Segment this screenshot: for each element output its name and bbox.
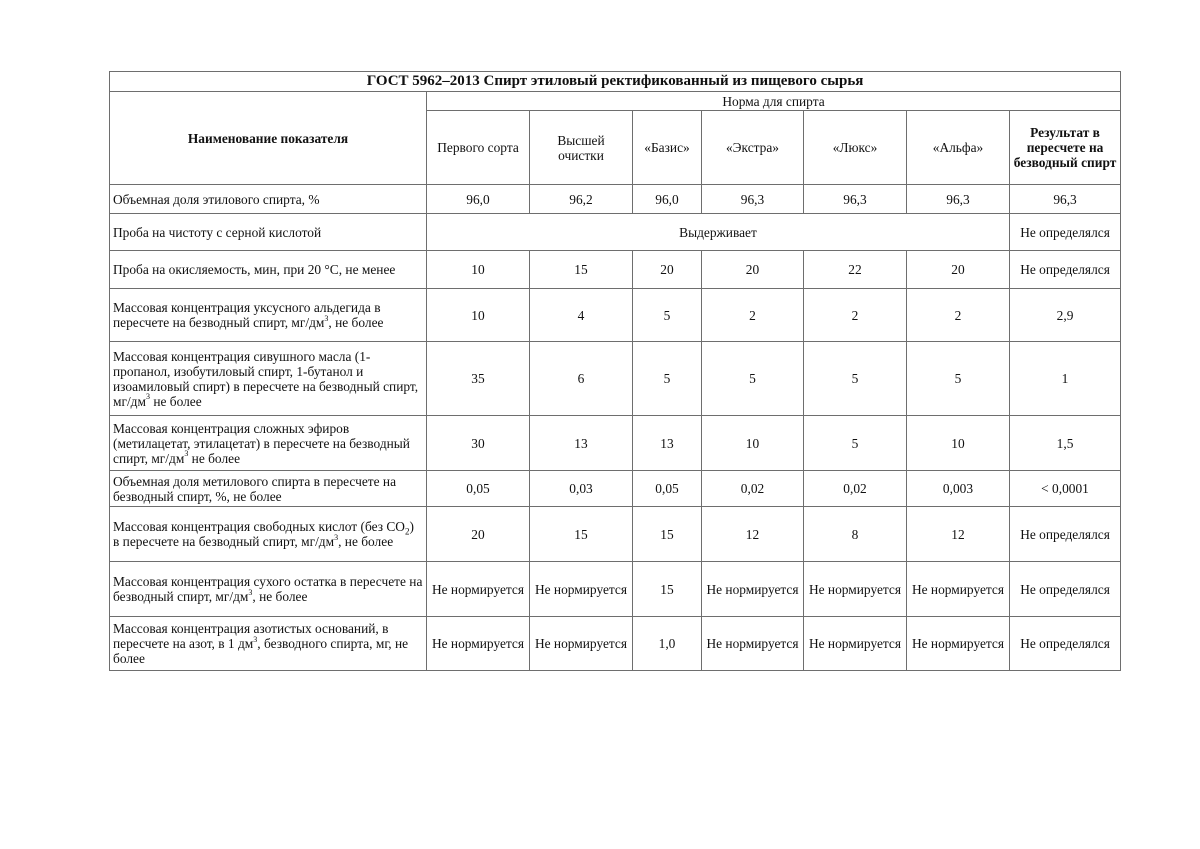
table-row [110,214,1121,251]
value-cell: 10 [907,416,1010,471]
param-text: Массовая концентрация азотистых оснований, в пересчете на азот, в 1 дм [113,621,389,651]
table-row [110,562,1121,617]
param-name: Проба на окисляемость, мин, при 20 °С, не менее [110,251,427,289]
value-cell: 15 [530,507,633,562]
param-text: , безводного спирта, мг, не более [113,636,409,666]
value-cell: 96,0 [633,185,702,214]
value-cell: 5 [633,342,702,416]
gost-spec-table [109,71,1121,671]
col-header-result: Результат в пересчете на безводный спирт [1010,111,1121,185]
value-cell: 10 [427,289,530,342]
value-cell: 15 [633,507,702,562]
value-cell: 2 [702,289,804,342]
param-superscript: 3 [145,392,150,402]
table-row [110,416,1121,471]
value-cell: 96,2 [530,185,633,214]
table-row [110,471,1121,507]
param-name [110,617,427,671]
param-name: Объемная доля метилового спирта в пересчете на безводный спирт, %, не более [110,471,427,507]
table-row [110,251,1121,289]
value-cell: Не нормируется [530,617,633,671]
value-cell: 20 [702,251,804,289]
param-name [110,416,427,471]
merged-value-cell: Выдерживает [427,214,1010,251]
param-text: не более [188,450,241,466]
value-cell: 20 [907,251,1010,289]
param-text: Массовая концентрация уксусного альдегида в пересчете на безводный спирт, мг/дм [113,300,381,330]
param-header: Наименование показателя [110,92,427,185]
param-text: не более [149,393,202,409]
value-cell: 35 [427,342,530,416]
value-cell: 0,02 [804,471,907,507]
result-cell: 1,5 [1010,416,1121,471]
result-cell: < 0,0001 [1010,471,1121,507]
param-superscript: 3 [253,634,258,644]
value-cell: 30 [427,416,530,471]
col-header-lux: «Люкс» [804,111,907,185]
param-text: ) в пересчете на безводный спирт, мг/дм [113,519,414,549]
value-cell: 22 [804,251,907,289]
value-cell: 96,0 [427,185,530,214]
value-cell: 20 [633,251,702,289]
param-superscript: 3 [324,313,329,323]
value-cell: 0,03 [530,471,633,507]
col-header-high-purity: Высшей очистки [530,111,633,185]
value-cell: 0,02 [702,471,804,507]
value-cell: Не нормируется [427,562,530,617]
table-row [110,617,1121,671]
value-cell: 96,3 [702,185,804,214]
value-cell: Не нормируется [907,562,1010,617]
table-title: ГОСТ 5962–2013 Спирт этиловый ректификованный из пищевого сырья [110,72,1121,92]
value-cell: 12 [907,507,1010,562]
value-cell: 0,05 [427,471,530,507]
value-cell: Не нормируется [804,617,907,671]
value-cell: Не нормируется [907,617,1010,671]
result-cell: Не определялся [1010,251,1121,289]
value-cell: 1,0 [633,617,702,671]
value-cell: 5 [907,342,1010,416]
value-cell: Не нормируется [804,562,907,617]
param-name [110,562,427,617]
value-cell: 12 [702,507,804,562]
param-text: , не более [252,589,308,604]
value-cell: Не нормируется [427,617,530,671]
param-text: Массовая концентрация сивушного масла (1-пропанол, изобутиловый спирт, 1-бутанол и изоамиловый спирт) в пересчете на безводный спирт, мг/дм [113,348,419,409]
param-subscript: 2 [404,526,410,537]
param-name [110,289,427,342]
value-cell: 96,3 [907,185,1010,214]
value-cell: 2 [804,289,907,342]
value-cell: Не нормируется [702,562,804,617]
param-name: Проба на чистоту с серной кислотой [110,214,427,251]
value-cell: 0,003 [907,471,1010,507]
result-cell: 1 [1010,342,1121,416]
value-cell: 13 [530,416,633,471]
col-header-alpha: «Альфа» [907,111,1010,185]
param-name: Объемная доля этилового спирта, % [110,185,427,214]
col-header-basis: «Базис» [633,111,702,185]
result-cell: 96,3 [1010,185,1121,214]
value-cell: 5 [804,342,907,416]
result-cell: Не определялся [1010,507,1121,562]
param-name [110,507,427,562]
param-text: , не более [338,534,394,549]
value-cell: 4 [530,289,633,342]
value-cell: Не нормируется [702,617,804,671]
value-cell: 8 [804,507,907,562]
result-cell: 2,9 [1010,289,1121,342]
param-text: Массовая концентрация сухого остатка в пересчете на безводный спирт, мг/дм [113,574,423,604]
table-row [110,507,1121,562]
value-cell: 10 [702,416,804,471]
value-cell: 20 [427,507,530,562]
result-cell: Не определялся [1010,617,1121,671]
result-cell: Не определялся [1010,562,1121,617]
value-cell: 6 [530,342,633,416]
value-cell: 5 [633,289,702,342]
param-superscript: 3 [248,587,253,597]
param-text: Массовая концентрация свободных кислот (без СО [113,519,405,534]
param-superscript: 3 [334,532,339,542]
table-row [110,289,1121,342]
norm-header: Норма для спирта [427,92,1121,111]
value-cell: Не нормируется [530,562,633,617]
param-text: Массовая концентрация сложных эфиров (метилацетат, этилацетат) в пересчете на безводный спирт, мг/дм [113,420,410,466]
col-header-first-grade: Первого сорта [427,111,530,185]
col-header-extra: «Экстра» [702,111,804,185]
value-cell: 15 [530,251,633,289]
value-cell: 5 [804,416,907,471]
value-cell: 96,3 [804,185,907,214]
value-cell: 5 [702,342,804,416]
value-cell: 2 [907,289,1010,342]
value-cell: 0,05 [633,471,702,507]
table-row [110,342,1121,416]
value-cell: 13 [633,416,702,471]
value-cell: 15 [633,562,702,617]
result-cell: Не определялся [1010,214,1121,251]
param-name [110,342,427,416]
param-superscript: 3 [184,449,189,459]
value-cell: 10 [427,251,530,289]
table-row [110,185,1121,214]
param-text: , не более [328,315,384,330]
